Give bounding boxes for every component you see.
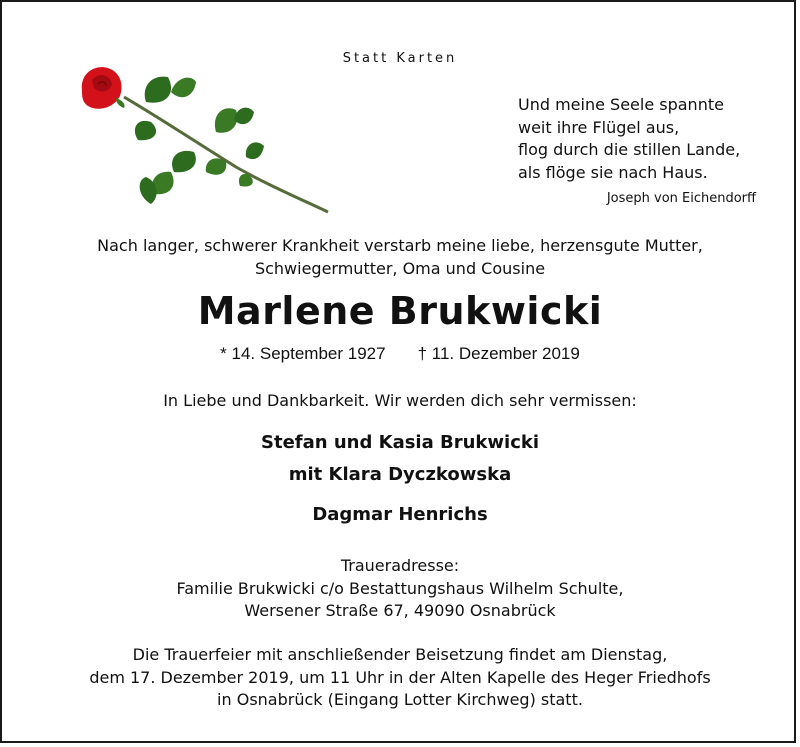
mourner-line: Stefan und Kasia Brukwicki <box>261 432 539 453</box>
service-line: in Osnabrück (Eingang Lotter Kirchweg) statt. <box>217 690 583 709</box>
deceased-name: Marlene Brukwicki <box>197 289 603 333</box>
address-line: Wersener Straße 67, 49090 Osnabrück <box>244 601 556 620</box>
love-text: In Liebe und Dankbarkeit. Wir werden dich sehr vermissen: <box>163 391 637 410</box>
life-dates <box>2 344 798 364</box>
intro-line: Schwiegermutter, Oma und Cousine <box>254 259 546 278</box>
poem-line: weit ihre Flügel aus, <box>518 117 680 137</box>
birth-date: * 14. September 1927 <box>220 344 386 363</box>
intro-text <box>2 234 798 280</box>
address-line: Familie Brukwicki c/o Bestattungshaus Wilhelm Schulte, <box>176 578 624 598</box>
poem-line: als flöge sie nach Haus. <box>518 162 708 182</box>
rose-icon <box>76 62 338 222</box>
service-line: dem 17. Dezember 2019, um 11 Uhr in der Alten Kapelle des Heger Friedhofs <box>89 667 711 687</box>
address-label: Traueradresse: <box>340 556 460 575</box>
poem <box>518 94 778 211</box>
mourning-address <box>2 555 798 623</box>
mourners <box>2 427 798 531</box>
poem-line: flog durch die stillen Lande, <box>518 140 741 159</box>
statt-karten-header: Statt Karten <box>342 51 458 66</box>
mourner-line: Dagmar Henrichs <box>312 504 488 525</box>
intro-line: Nach langer, schwerer Krankheit verstarb meine liebe, herzensgute Mutter, <box>97 236 703 255</box>
service-info <box>2 644 798 712</box>
mourner-line: mit Klara Dyczkowska <box>288 464 512 485</box>
service-line: Die Trauerfeier mit anschließender Beisetzung findet am Dienstag, <box>132 645 668 664</box>
poem-line: Und meine Seele spannte <box>518 95 724 114</box>
death-date: † 11. Dezember 2019 <box>417 344 580 363</box>
poem-author: Joseph von Eichendorff <box>606 191 756 206</box>
